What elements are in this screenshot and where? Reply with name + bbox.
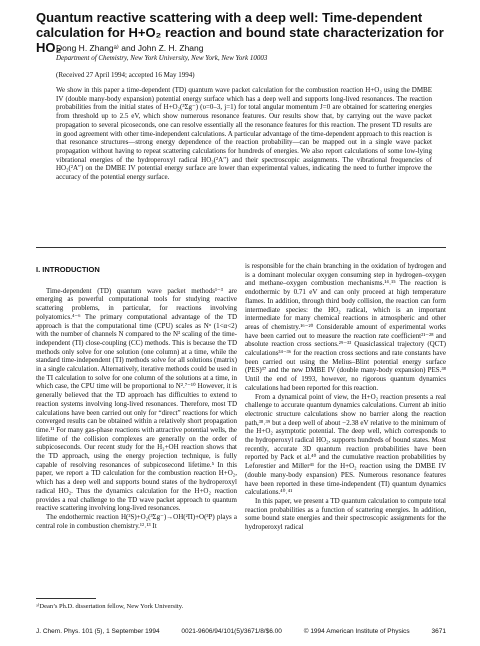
paragraph: Time-dependent (TD) quantum wave packet methods¹⁻³ are emerging as powerful computational tools for studying reactive scattering problems, in particular, for reactions involving polyatomics.⁴⁻⁶ The primary computational advantage of the TD approach is that the computational time (CPU) scales as Nᵅ (1<α<2) with the number of channels N compared to the N³ scaling of the time-independent (TI) close-coupling (CC) methods. This is because the TD methods only solve for one solution (one column) at a time, while the standard time-independent (TI) methods solve for all solutions (matrix) in a single calculation. Alternatively, iterative methods could be used in the TI calculation to solve for one column of the solutions at a time, in which case, the CPU time will be proportional to N².⁷⁻¹⁰ However, it is generally believed that the TD approach has difficulties to extend to reaction systems involving long-lived resonances. Therefore, most TD calculations have been carried out only for “direct” reactions for which converged results can be obtained within a relatively short propagation time.¹¹ For many gas-phase reactions with attractive potential wells, the lifetime of the collision complexes are generally on the order of subpicoseconds. Our recent study for the H₂+OH reaction shows that the TD approach, using the energy projection technique, is fully capable of resolving resonances of subpicosecond lifetime.⁵ In this paper, we report a TD calculation for the combustion reaction H+O₂, which has a deep well and supports bound states of the hydroperoxyl radical HO₂. Thus the dynamics calculation for the H+O₂ reaction provides a real challenge to the TD wave packet approach to quantum reactive scattering involving long-lived resonances.: [36, 286, 237, 513]
footnote: ᵃ⁾Dean’s Ph.D. dissertation fellow, New York University.: [36, 603, 184, 610]
abstract: We show in this paper a time-dependent (TD) quantum wave packet calculation for the combustion reaction H+O₂ using the DMBE IV (double many-body expansion) potential energy surface which has a deep well and supports long-lived resonances. The reaction probabilities from the initial states of H+O₂(³Σg⁻) (υ=0–3, j=1) for total angular momentum J=0 are obtained for scattering energies from threshold up to 2.5 eV, which show numerous resonance features. Our results show that, by carrying out the wave packet propagation to several picoseconds, one can resolve essentially all the resonance features for this reaction. The present TD results are in good agreement with other time-independent calculations. A particular advantage of the time-dependent approach to this reaction is that resonance structures—strong energy dependence of the reaction probability—can be mapped out in a single wave packet propagation without having to repeat scattering calculations for hundreds of energies. We also report calculations of some low-lying vibrational energies of the hydroperoxyl radical HO₂(²A″) and their spectroscopic assignments. The vibrational frequencies of HO₂(²A″) on the DMBE IV potential energy surface are lower than experimental values, indicating the need to further improve the accuracy of the potential energy surface.: [56, 86, 432, 182]
journal-citation: J. Chem. Phys. 101 (5), 1 September 1994: [36, 628, 160, 635]
left-column: [36, 262, 237, 530]
section-divider: [36, 247, 446, 248]
section-heading: I. INTRODUCTION: [36, 265, 100, 274]
author-line: Dong H. Zhangᵃ⁾ and John Z. H. Zhang: [56, 43, 204, 53]
affiliation: Department of Chemistry, New York University, New York, New York 10003: [56, 54, 268, 62]
article-title: Quantum reactive scattering with a deep well: Time-dependent calculation for H+O₂ reaction and bound state characterization for HO₂: [36, 10, 444, 55]
copyright: © 1994 American Institute of Physics: [303, 628, 410, 635]
page-footer: [36, 628, 446, 635]
footnote-divider: [36, 598, 96, 599]
right-column: [245, 262, 446, 532]
paragraph: From a dynamical point of view, the H+O₂ reaction presents a real challenge to accurate quantum dynamics calculations. Current ab initio electronic structure calculations show no barrier along the reaction path,³⁸˒³⁹ but a deep well of about −2.38 eV relative to the minimum of the H+O₂ asymptotic potential. The deep well, which corresponds to the hydroperoxyl radical HO₂, supports hundreds of bound states. Most recently, accurate 3D quantum reaction probabilities have been reported by Pack et al.⁴⁰ and the cumulative reaction probabilities by Leforestier and Miller⁴¹ for the H+O₂ reaction using the DMBE IV (double many-body expansion) PES. Numerous resonance features have been reported in these time-independent (TI) quantum dynamics calculations.⁴⁰˒⁴¹: [245, 392, 446, 497]
paragraph: In this paper, we present a TD quantum calculation to compute total reaction probabilities as a function of scattering energies. In addition, some bound state energies and their spectroscopic assignments for the hydroperoxyl radical: [245, 496, 446, 532]
paragraph: is responsible for the chain branching in the oxidation of hydrogen and is a dominant molecular oxygen consuming step in hydrogen–oxygen and methane–oxygen combustion mechanisms.¹⁴˒¹⁵ The reaction is endothermic by 0.71 eV and can only proceed at high temperature flames. In addition, through third body collision, the reaction can form intermediate species: the HO₂ radical, which is an important intermediate for many chemical reactions in atmospheric and other areas of chemistry.¹⁶⁻²⁰ Considerable amount of experimental works have been carried out to measure the reaction rate coefficient²¹⁻²⁸ and absolute reaction cross sections.²⁹⁻³³ Quasiclassical trajectory (QCT) calculations³⁴⁻³⁶ for the reaction cross sections and rate constants have been carried out using the Melius–Blint potential energy surface (PES)³⁷ and the new DMBE IV (double many-body expansion) PES.³⁸ Until the end of 1993, however, no rigorous quantum dynamics calculations had been reported for this reaction.: [245, 262, 446, 392]
paragraph: The endothermic reaction H(²S)+O₂(³Σg⁻)→OH(²Π)+O(³P) plays a central role in combustion chemistry.¹²˒¹³ It: [36, 512, 237, 530]
page-number: 3671: [431, 628, 446, 635]
article-code: 0021-9606/94/101(5)/3671/8/$6.00: [181, 628, 282, 635]
received-dates: (Received 27 April 1994; accepted 16 May 1994): [56, 71, 195, 79]
